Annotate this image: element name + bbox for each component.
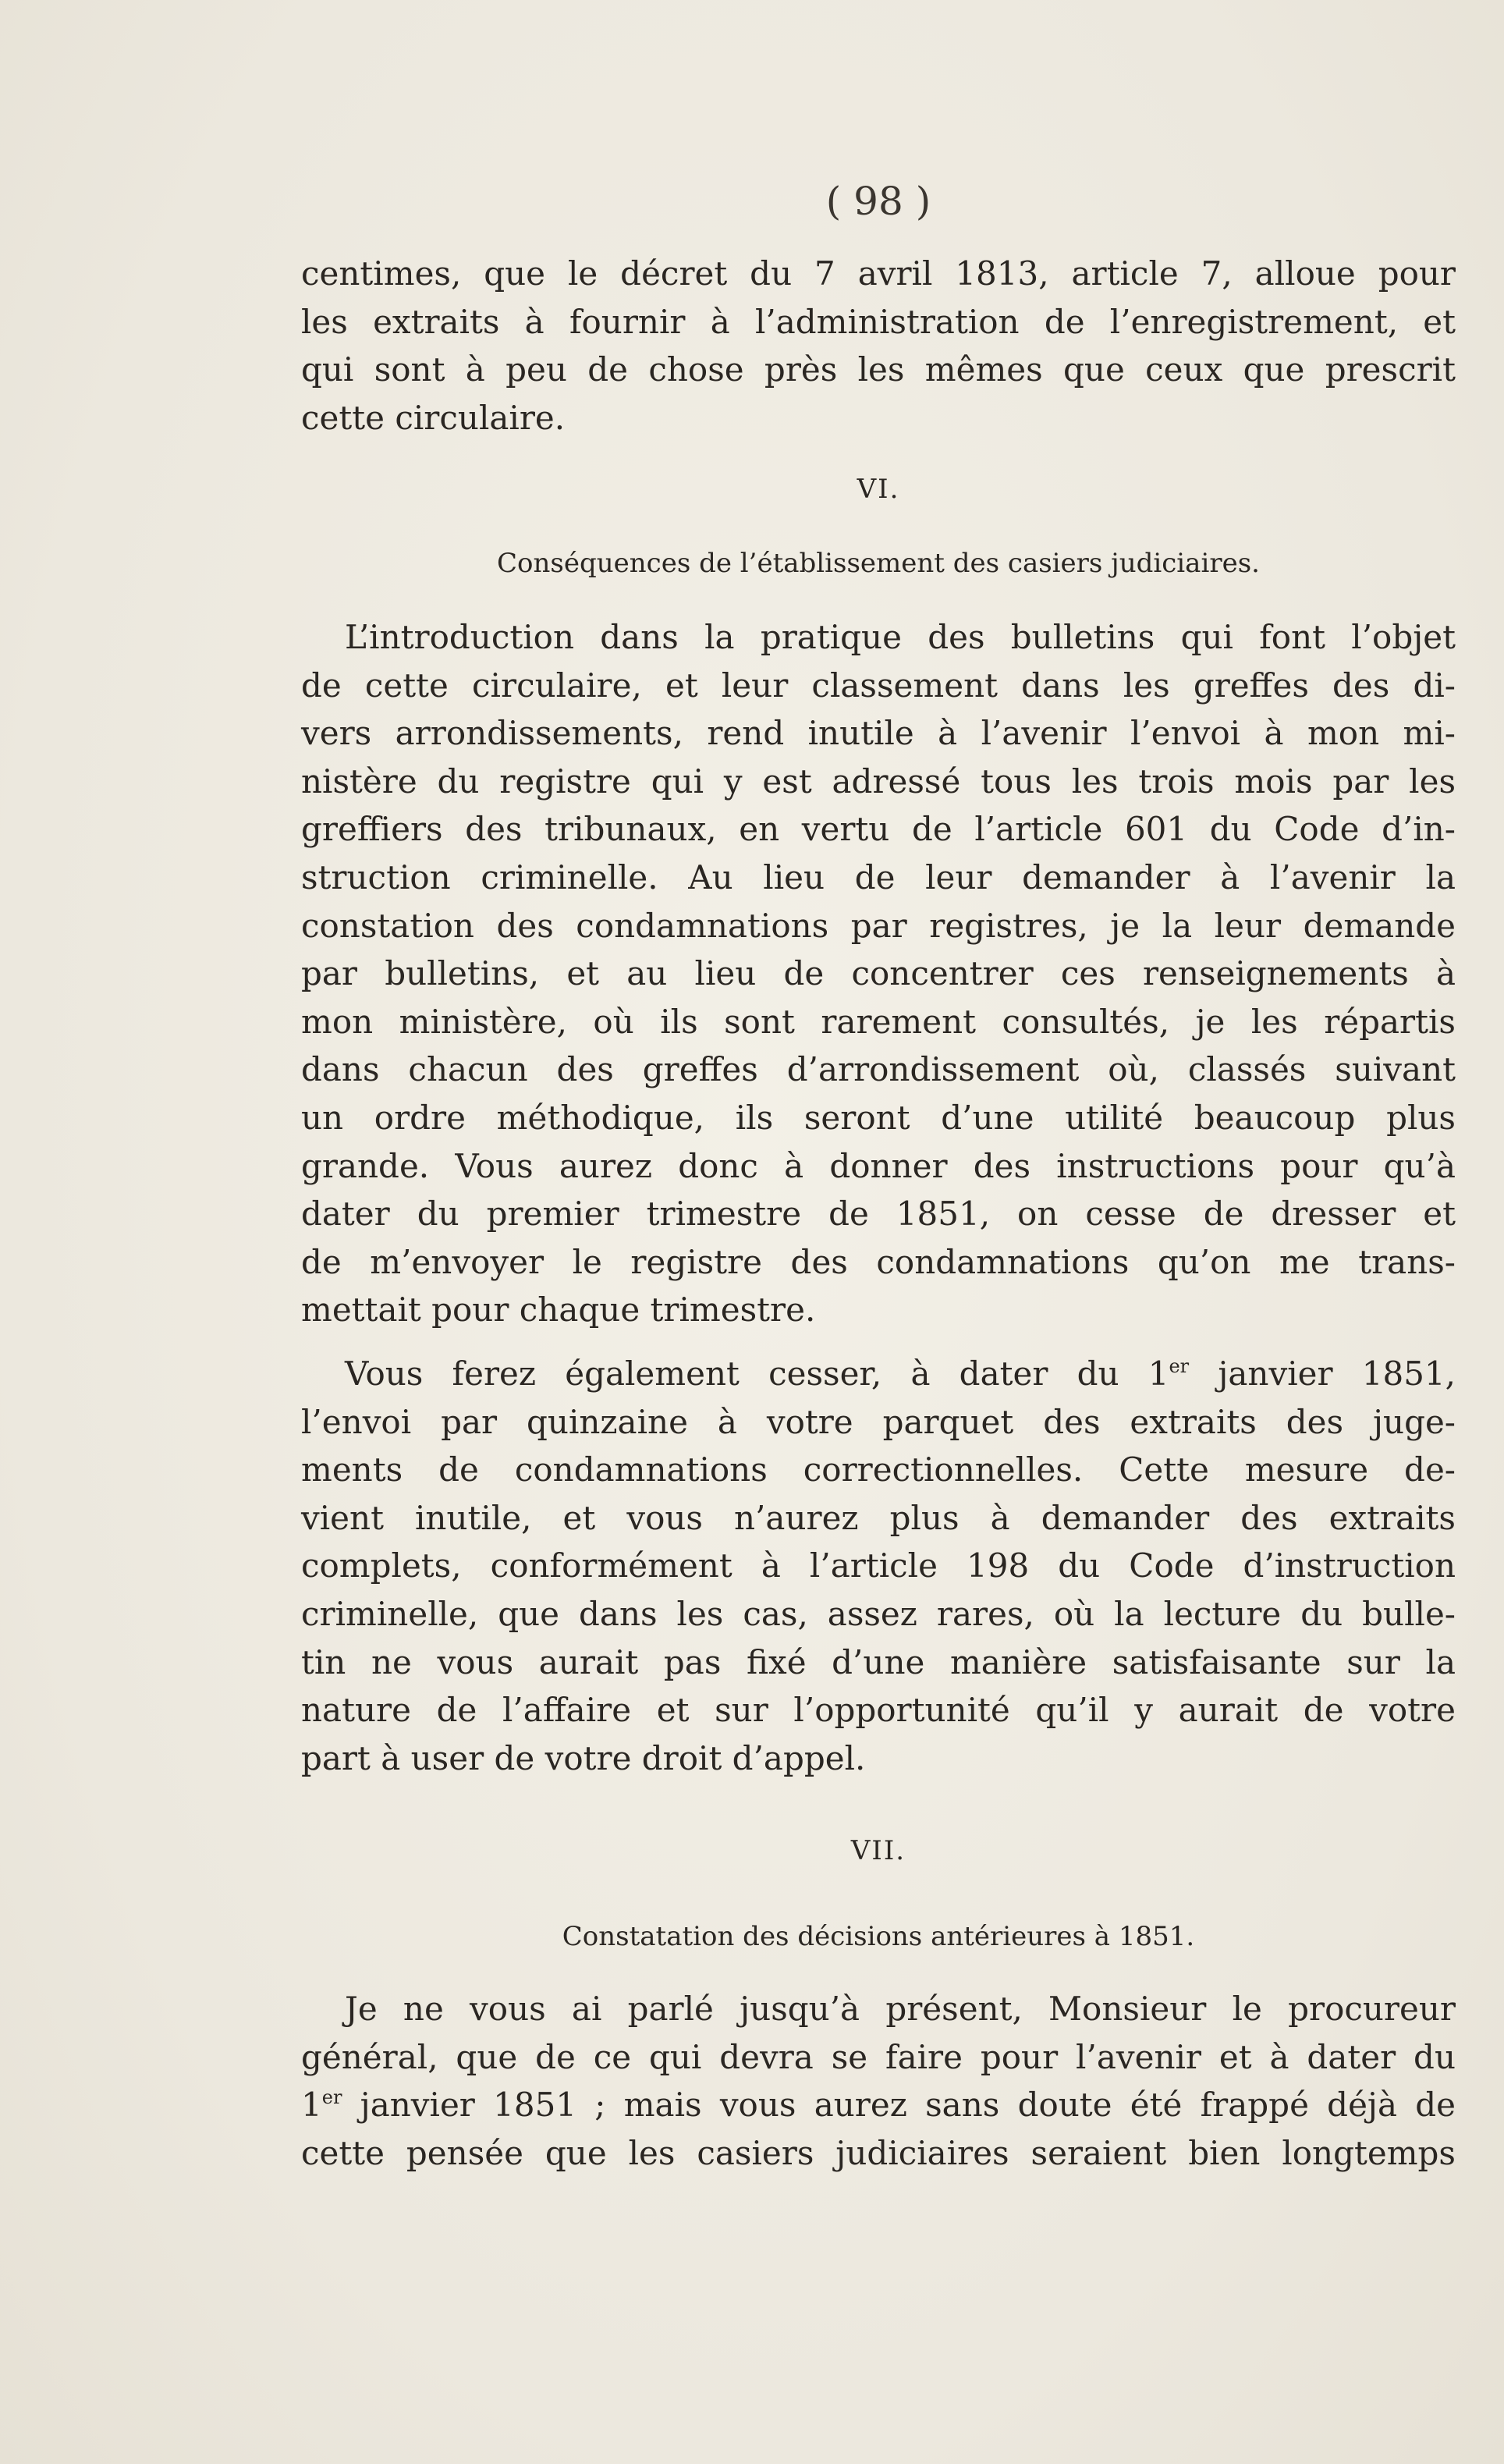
text-line: centimes, que le décret du 7 avril 1813, article 7, alloue pour — [301, 254, 1456, 293]
text-line: ments de condamnations correctionnelles. Cette mesure de- — [301, 1450, 1456, 1489]
text-line: mettait pour chaque trimestre. — [301, 1291, 816, 1330]
section-heading-vii: Constatation des décisions antérieures à 1851. — [562, 1921, 1195, 1952]
text-line: Je ne vous ai parlé jusqu’à présent, Monsieur le procureur — [345, 1990, 1456, 2028]
superscript: er — [321, 2086, 342, 2109]
text-line: nature de l’affaire et sur l’opportunité qu’il y aurait de votre — [301, 1691, 1456, 1730]
text-line: dater du premier trimestre de 1851, on cesse de dresser et — [301, 1195, 1456, 1234]
paragraph-4 — [301, 1985, 1456, 2177]
text-line: général, que de ce qui devra se faire pour l’avenir et à dater du — [301, 2037, 1456, 2076]
text-line: cette circulaire. — [301, 398, 566, 437]
text-line: vers arrondissements, rend inutile à l’avenir l’envoi à mon mi- — [301, 714, 1456, 753]
superscript: er — [1169, 1355, 1190, 1377]
section-number-vii: VII. — [850, 1835, 906, 1866]
text-line: complets, conformément à l’article 198 du Code d’instruction — [301, 1546, 1456, 1585]
text-line: par bulletins, et au lieu de concentrer ces renseignements à — [301, 954, 1456, 993]
text-line: un ordre méthodique, ils seront d’une utilité beaucoup plus — [301, 1098, 1456, 1137]
text-line: nistère du registre qui y est adressé tous les trois mois par les — [301, 762, 1456, 801]
section-number-vi: VI. — [857, 474, 900, 505]
paragraph-2 — [301, 613, 1456, 1334]
text-line: tin ne vous aurait pas fixé d’une manière satisfaisante sur la — [301, 1642, 1456, 1681]
text-line: l’envoi par quinzaine à votre parquet des extraits des juge- — [301, 1402, 1456, 1441]
text-line: les extraits à fournir à l’administration de l’enregistrement, et — [301, 302, 1456, 341]
text-line: vient inutile, et vous n’aurez plus à demander des extraits — [301, 1498, 1456, 1537]
text-line: L’introduction dans la pratique des bulletins qui font l’objet — [345, 618, 1456, 656]
section-heading-vi: Conséquences de l’établissement des casiers judiciaires. — [497, 548, 1260, 579]
text-line: constation des condamnations par registres, je la leur demande — [301, 906, 1456, 945]
text-line: grande. Vous aurez donc à donner des instructions pour qu’à — [301, 1146, 1456, 1185]
text-line: dans chacun des greffes d’arrondissement où, classés suivant — [301, 1050, 1456, 1089]
text-line: Vous ferez également cesser, à dater du 1er janvier 1851, — [345, 1354, 1456, 1393]
paragraph-3 — [301, 1350, 1456, 1782]
text-line: de m’envoyer le registre des condamnations qu’on me trans- — [301, 1242, 1456, 1281]
text-line: struction criminelle. Au lieu de leur demander à l’avenir la — [301, 857, 1456, 896]
text-line: qui sont à peu de chose près les mêmes que ceux que prescrit — [301, 350, 1456, 389]
paragraph-1 — [301, 250, 1456, 442]
page-number: ( 98 ) — [825, 179, 931, 224]
text-line: cette pensée que les casiers judiciaires seraient bien longtemps — [301, 2133, 1456, 2172]
text-line: criminelle, que dans les cas, assez rares, où la lecture du bulle- — [301, 1594, 1456, 1633]
text-line: mon ministère, où ils sont rarement consultés, je les répartis — [301, 1002, 1456, 1041]
text-line: 1er janvier 1851 ; mais vous aurez sans doute été frappé déjà de — [301, 2086, 1456, 2125]
text-line: part à user de votre droit d’appel. — [301, 1738, 866, 1777]
text-line: greffiers des tribunaux, en vertu de l’article 601 du Code d’in- — [301, 810, 1456, 849]
text-line: de cette circulaire, et leur classement dans les greffes des di- — [301, 666, 1456, 705]
